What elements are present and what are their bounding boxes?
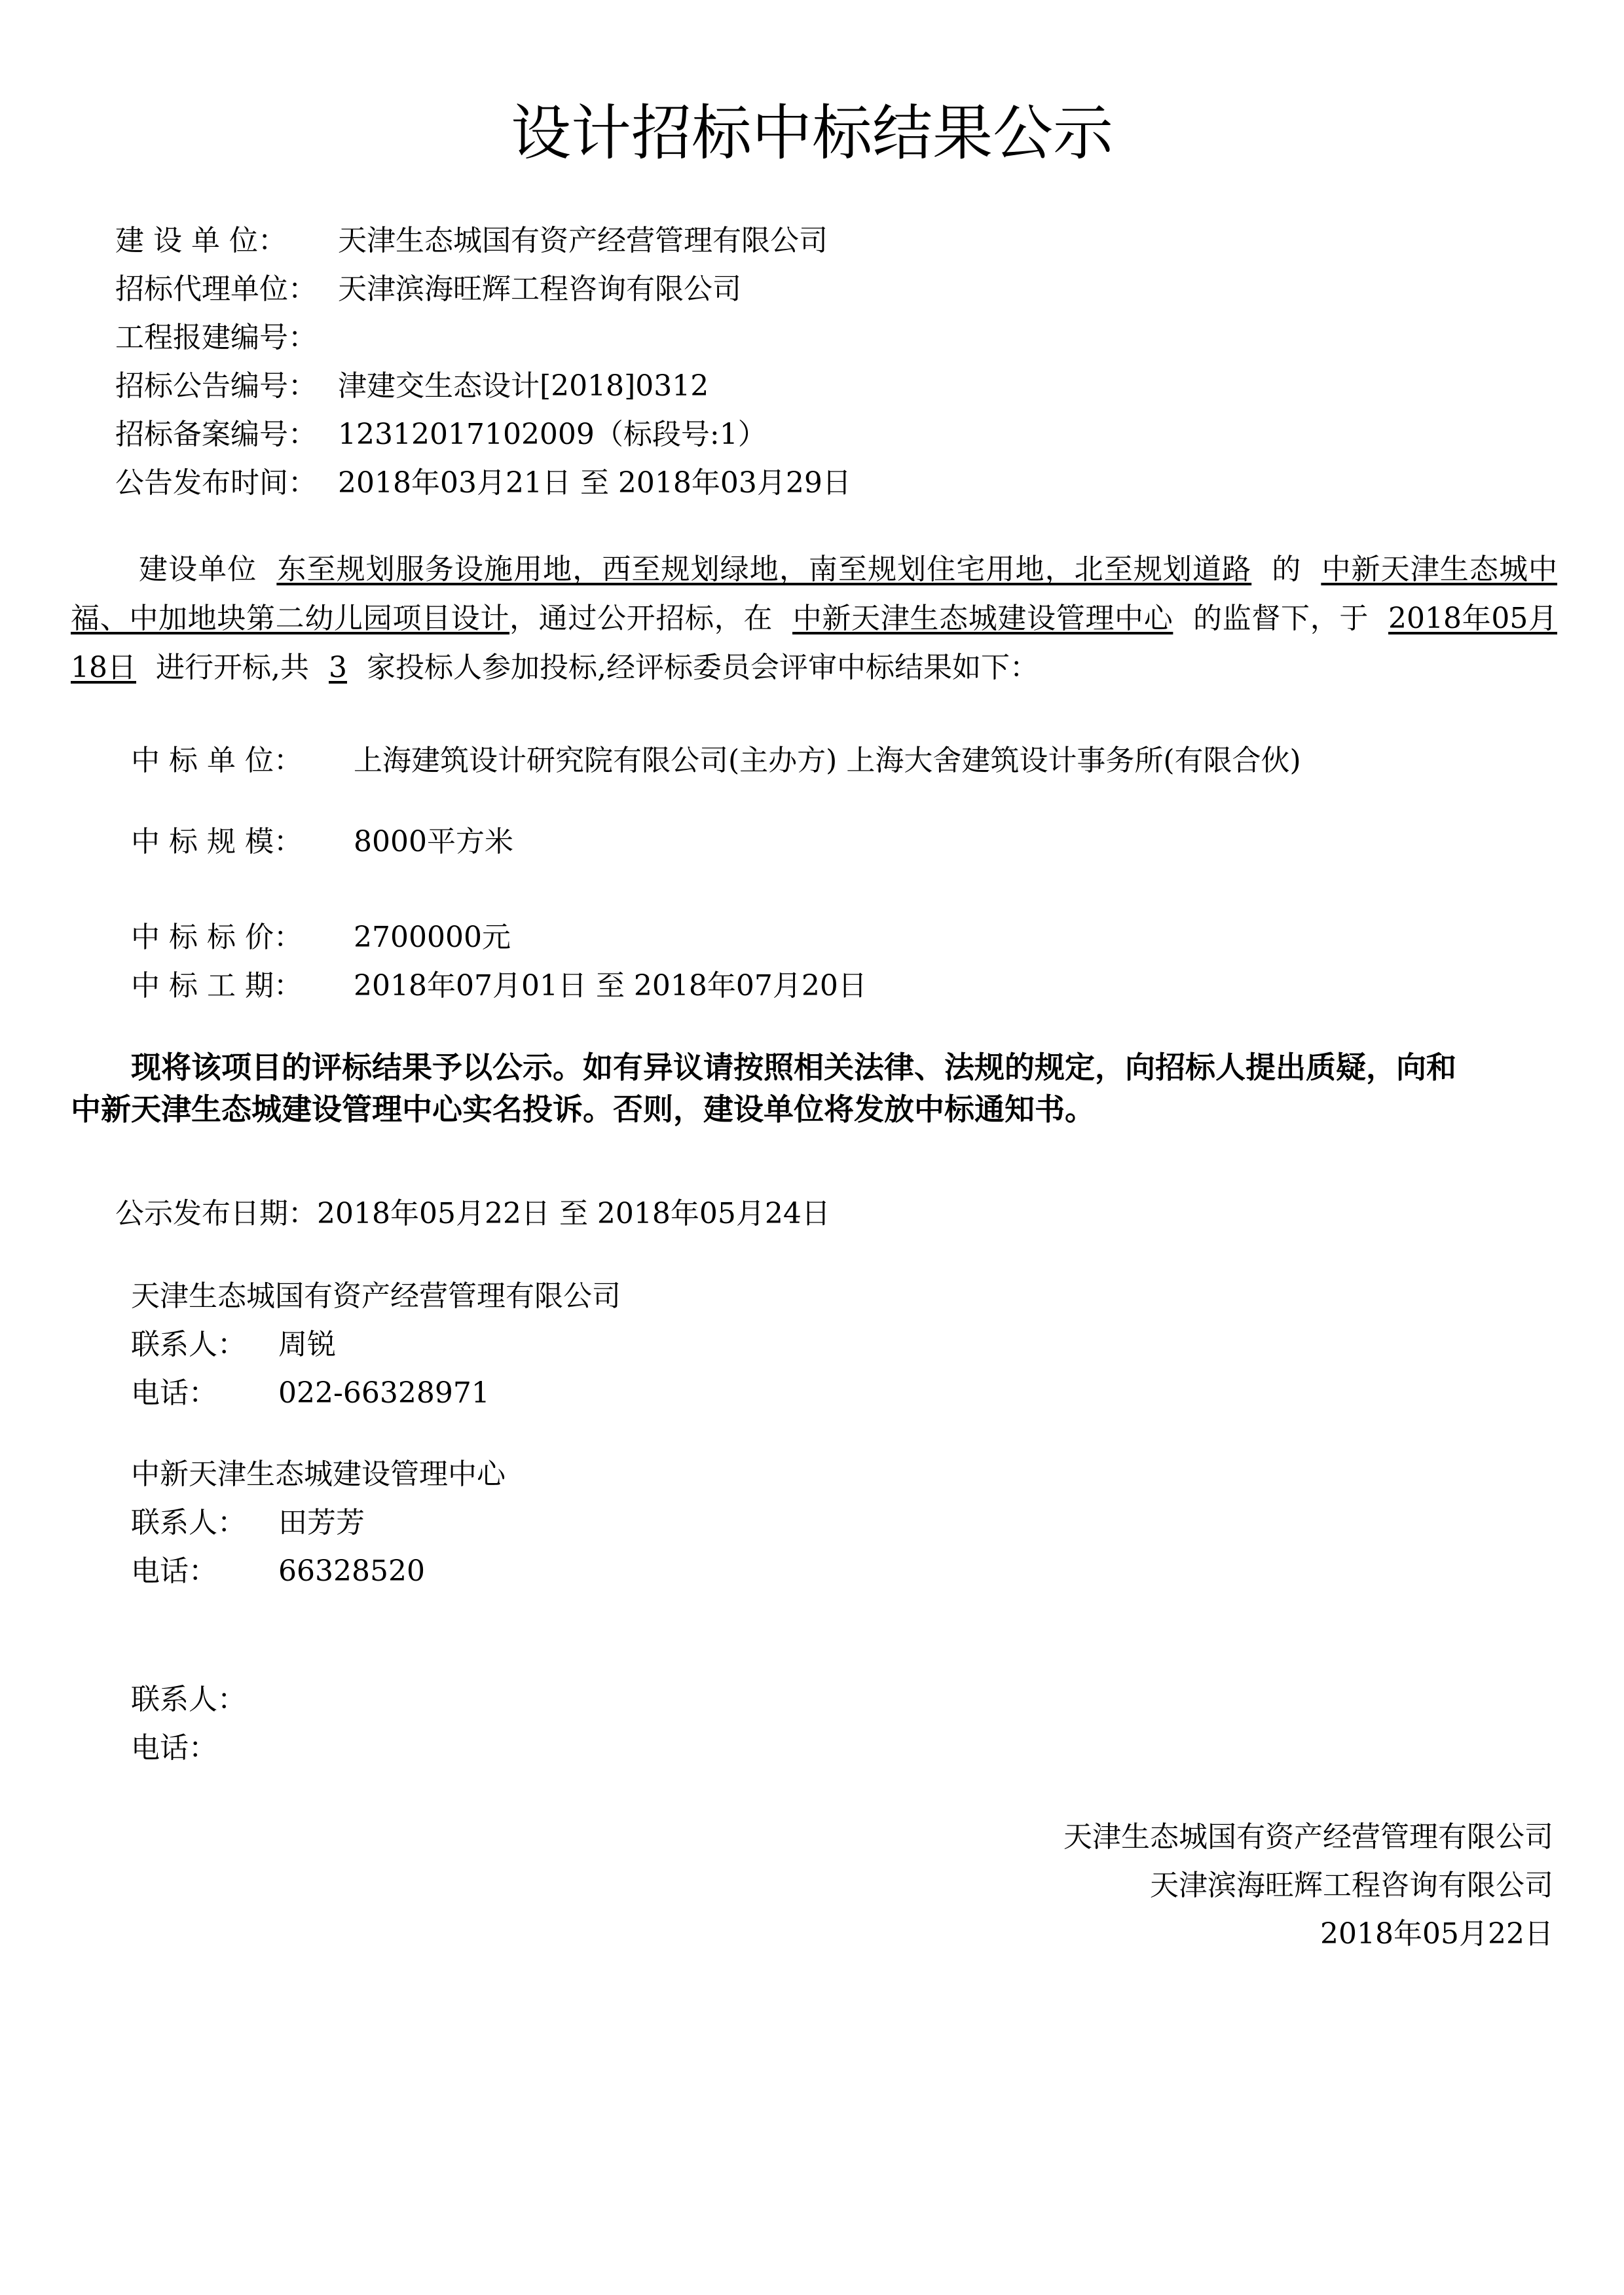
publish-date [115, 1194, 830, 1234]
field-announcement-time [115, 464, 851, 503]
contact-label: 电话： [131, 1376, 217, 1410]
contact-org: 中新天津生态城建设管理中心 [131, 1458, 506, 1491]
field-value: 天津滨海旺辉工程咨询有限公司 [338, 272, 741, 306]
result-value: 2018年07月01日 至 2018年07月20日 [354, 969, 867, 1002]
field-label: 招标代理单位： [115, 272, 317, 306]
contact-phone [131, 1374, 490, 1413]
bidder-count: 3 [329, 651, 347, 684]
result-label: 中 标 标 价： [131, 921, 303, 954]
contact-label: 电话： [131, 1554, 217, 1588]
field-value: 天津生态城国有资产经营管理有限公司 [338, 224, 828, 257]
contact-person [131, 1325, 336, 1365]
result-value: 8000平方米 [354, 825, 513, 858]
field-label: 公告发布时间： [115, 466, 317, 500]
contact-label: 联系人： [131, 1683, 246, 1716]
result-price [131, 918, 511, 957]
field-project-code [115, 318, 338, 358]
contact-value: 66328520 [278, 1554, 425, 1588]
result-value: 2700000元 [354, 921, 511, 954]
intro-text: 的监督下，于 [1192, 602, 1369, 635]
field-label: 招标公告编号： [115, 369, 317, 403]
contact-label: 联系人： [131, 1328, 246, 1361]
contact-label: 联系人： [131, 1506, 246, 1539]
open-date: 2018年05月18日 [71, 602, 1558, 684]
result-winner [131, 741, 1301, 780]
result-label: 中 标 工 期： [131, 969, 303, 1002]
signature-org-1: 天津生态城国有资产经营管理有限公司 [1063, 1820, 1553, 1854]
field-value: 2018年03月21日 至 2018年03月29日 [338, 466, 851, 500]
intro-text: ，通过公开招标，在 [509, 602, 773, 635]
field-label: 工程报建编号： [115, 321, 317, 354]
field-label: 招标备案编号： [115, 418, 317, 451]
intro-paragraph [71, 545, 1557, 692]
intro-text: 进行开标,共 [156, 651, 309, 684]
contact-person [131, 1680, 278, 1719]
project-name: 中新天津生态城中福、中加地块第二幼儿园项目设计 [71, 553, 1558, 635]
field-build-unit [115, 221, 828, 261]
supervisor-name: 中新天津生态城建设管理中心 [792, 602, 1173, 635]
contact-value: 周锐 [278, 1328, 336, 1361]
intro-text: 家投标人参加投标,经评标委员会评审中标结果如下： [367, 651, 1039, 684]
publish-value: 2018年05月22日 至 2018年05月24日 [317, 1197, 830, 1230]
contact-value: 田芳芳 [278, 1506, 365, 1539]
field-record-code [115, 415, 767, 454]
contact-phone [131, 1552, 425, 1591]
result-period [131, 966, 867, 1006]
signature-date: 2018年05月22日 [1320, 1917, 1553, 1951]
field-agency [115, 270, 741, 309]
result-label: 中 标 规 模： [131, 825, 303, 858]
result-label: 中 标 单 位： [131, 744, 303, 777]
field-label: 建 设 单 位： [115, 224, 287, 257]
project-location: 东至规划服务设施用地，西至规划绿地，南至规划住宅用地，北至规划道路 [276, 553, 1252, 586]
contact-person [131, 1503, 365, 1543]
contact-org: 天津生态城国有资产经营管理有限公司 [131, 1279, 621, 1313]
intro-text: 的 [1271, 553, 1302, 586]
signature-org-2: 天津滨海旺辉工程咨询有限公司 [1150, 1869, 1553, 1902]
field-value: 12312017102009（标段号:1） [338, 418, 767, 451]
contact-value: 022-66328971 [278, 1376, 490, 1410]
contact-label: 电话： [131, 1731, 217, 1765]
field-announcement-code [115, 367, 709, 406]
intro-text: 建设单位 [139, 553, 257, 586]
publish-label: 公示发布日期： [115, 1197, 317, 1230]
result-scale [131, 822, 513, 862]
field-value: 津建交生态设计[2018]0312 [338, 369, 709, 403]
page-title: 设计招标中标结果公示 [510, 98, 1113, 168]
contact-phone [131, 1729, 278, 1768]
public-notice: 现将该项目的评标结果予以公示。如有异议请按照相关法律、法规的规定，向招标人提出质疑，向和中新天津生态城建设管理中心实名投诉。否则，建设单位将发放中标通知书。 [71, 1050, 1456, 1127]
result-value: 上海建筑设计研究院有限公司(主办方) 上海大舍建筑设计事务所(有限合伙) [354, 744, 1301, 777]
